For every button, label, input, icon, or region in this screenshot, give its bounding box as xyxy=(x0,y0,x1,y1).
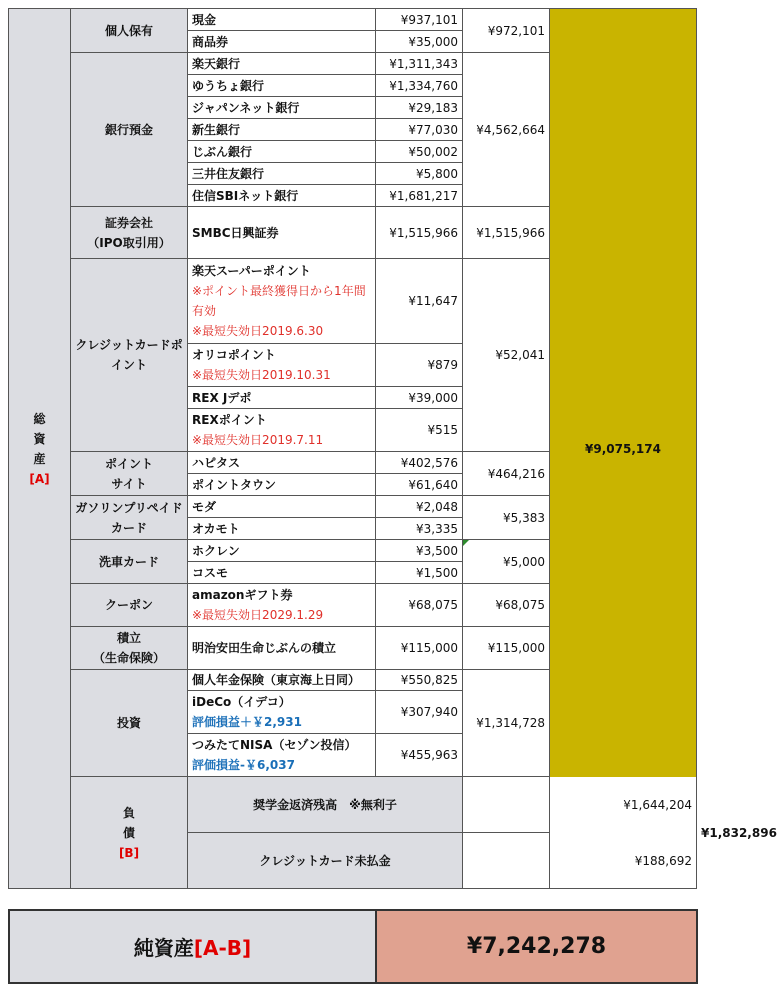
group-label-line: （IPO取引用） xyxy=(87,235,171,250)
group-personal-subtotal: ¥972,101 xyxy=(463,9,550,53)
net-assets-bracket: [A-B] xyxy=(193,936,252,960)
net-assets-label-text: 純資産 xyxy=(133,936,194,960)
group-coupon-label: クーポン xyxy=(71,584,188,627)
subtotal-value: ¥5,000 xyxy=(503,554,545,569)
item-amount: ¥1,681,217 xyxy=(376,185,463,207)
item-name: ホクレン xyxy=(188,540,376,562)
net-assets-table xyxy=(8,909,698,984)
item-amount: ¥61,640 xyxy=(376,474,463,496)
liability-amount: ¥1,644,204 xyxy=(463,777,697,833)
item-name-text: つみたてNISA（セゾン投信） xyxy=(192,738,357,752)
liabilities-header-char: 債 xyxy=(122,825,135,840)
item-name: ゆうちょ銀行 xyxy=(188,75,376,97)
item-valuation: 評価損益-￥6,037 xyxy=(192,758,295,772)
balance-table: 総 資 産 [A] 個人保有 現金 ¥937,101 ¥972,101 ¥9,075,174 商品券 ¥35,000 銀行預金 楽天銀行 ¥1,311,343 ¥4,562,664 ゆうちょ銀行 ¥1,334,760 ジャパンネット銀行 ¥29,183 新生銀行 ¥77,030 じぶん銀行 ¥50,002 三井住友銀行 ¥5,800 住信SBIネット銀行 ¥1,681,217 証券会社 （IPO取引用） SMBC日興証券 ¥1,515,966 ¥1,515,966 クレジットカードポ イント 楽天スーパーポイント ※ポイント最終獲得日から1年間 有効 ※最短失効日2019.6.30 ¥11,647 ¥52,041 オリコポイント ※最短失効日2019.10.31 ¥879 REX Jデポ ¥39,000 REXポイント ※最短失効日2019.7.11 ¥515 ポイント サイト ハピタス ¥402,576 ¥464,216 ポイントタウン ¥61,640 ガソリンプリペイド カード モダ ¥2,048 ¥5,383 オカモト ¥3,335 洗車カード ホクレン ¥3,500 ¥5,000 コスモ ¥1,500 クーポン amazonギフト券 ※最短失効日2029.1.29 ¥68,075 ¥68,075 積立 （生命保険） 明治安田生命じぶんの積立 ¥115,000 ¥115,000 投資 個人年金保険（東京海上日同） ¥550,825 ¥1,314,728 iDeCo（イデコ） 評価損益＋￥2,931 ¥307,940 つみたてNISA（セゾン投信） 評価損益-￥6,037 ¥455,963 負 債 [B] 奨学金返済残高 ※無利子 ¥1,644,204 ¥1,832,896 クレジットカード未払金 ¥188,692 xyxy=(8,8,697,889)
net-assets-label xyxy=(9,910,376,983)
net-assets-value: ¥7,242,278 xyxy=(376,910,697,983)
item-amount: ¥29,183 xyxy=(376,97,463,119)
liabilities-header xyxy=(71,777,188,889)
group-label-line: （生命保険） xyxy=(92,651,165,665)
item-amount: ¥402,576 xyxy=(376,452,463,474)
item-note: ※最短失効日2019.7.11 xyxy=(192,433,324,447)
item-amount: ¥1,311,343 xyxy=(376,53,463,75)
assets-total: ¥9,075,174 xyxy=(550,9,697,889)
item-note: ※最短失効日2019.6.30 xyxy=(192,324,324,338)
item-name: SMBC日興証券 xyxy=(188,207,376,259)
group-investment-label: 投資 xyxy=(71,670,188,777)
liabilities-header-bracket: [B] xyxy=(118,845,140,860)
group-label-line: 積立 xyxy=(116,631,141,645)
item-amount: ¥35,000 xyxy=(376,31,463,53)
item-amount: ¥1,500 xyxy=(376,562,463,584)
item-name: 三井住友銀行 xyxy=(188,163,376,185)
group-gas-prepaid-subtotal: ¥5,383 xyxy=(463,496,550,540)
group-point-sites-label xyxy=(71,452,188,496)
liabilities-header-char: 負 xyxy=(122,805,135,820)
item-name-text: オリコポイント xyxy=(192,348,276,362)
group-label-line: ポイント xyxy=(104,456,153,471)
group-car-wash-subtotal xyxy=(463,540,550,584)
group-label-line: クレジットカードポ xyxy=(75,338,183,352)
item-name-text: amazonギフト券 xyxy=(192,588,293,602)
item-name: ポイントタウン xyxy=(188,474,376,496)
item-name xyxy=(188,259,376,344)
assets-header xyxy=(9,9,71,889)
group-label-line: カード xyxy=(110,520,147,535)
item-amount: ¥39,000 xyxy=(376,387,463,409)
item-amount: ¥307,940 xyxy=(376,691,463,734)
item-amount: ¥5,800 xyxy=(376,163,463,185)
item-name: ジャパンネット銀行 xyxy=(188,97,376,119)
group-credit-points-subtotal: ¥52,041 xyxy=(463,259,550,452)
group-label-line: イント xyxy=(110,358,147,372)
group-securities-label xyxy=(71,207,188,259)
assets-header-char: 産 xyxy=(33,451,46,466)
assets-header-char: 総 xyxy=(33,411,46,426)
item-amount: ¥937,101 xyxy=(376,9,463,31)
group-car-wash-label: 洗車カード xyxy=(71,540,188,584)
group-credit-points-label xyxy=(71,259,188,452)
liability-name: 奨学金返済残高 ※無利子 xyxy=(188,777,463,833)
item-name: 現金 xyxy=(188,9,376,31)
item-name xyxy=(188,344,376,387)
item-name: 楽天銀行 xyxy=(188,53,376,75)
item-amount: ¥68,075 xyxy=(376,584,463,627)
group-coupon-subtotal: ¥68,075 xyxy=(463,584,550,627)
item-amount: ¥1,334,760 xyxy=(376,75,463,97)
liability-amount: ¥188,692 xyxy=(463,833,697,889)
item-name xyxy=(188,734,376,777)
group-personal-label: 個人保有 xyxy=(71,9,188,53)
item-name: REX Jデポ xyxy=(188,387,376,409)
liability-name: クレジットカード未払金 xyxy=(188,833,463,889)
group-label-line: 証券会社 xyxy=(104,215,153,230)
group-securities-subtotal: ¥1,515,966 xyxy=(463,207,550,259)
item-name: 個人年金保険（東京海上日同） xyxy=(188,670,376,691)
item-name: 住信SBIネット銀行 xyxy=(188,185,376,207)
group-investment-subtotal: ¥1,314,728 xyxy=(463,670,550,777)
item-name xyxy=(188,691,376,734)
group-gas-prepaid-label xyxy=(71,496,188,540)
item-amount: ¥2,048 xyxy=(376,496,463,518)
item-name: オカモト xyxy=(188,518,376,540)
item-note: ※最短失効日2029.1.29 xyxy=(192,608,324,622)
group-bank-subtotal: ¥4,562,664 xyxy=(463,53,550,207)
group-savings-subtotal: ¥115,000 xyxy=(463,627,550,670)
assets-header-bracket: [A] xyxy=(29,471,50,486)
item-name: じぶん銀行 xyxy=(188,141,376,163)
group-point-sites-subtotal: ¥464,216 xyxy=(463,452,550,496)
item-amount: ¥1,515,966 xyxy=(376,207,463,259)
item-amount: ¥50,002 xyxy=(376,141,463,163)
assets-header-char: 資 xyxy=(33,431,46,446)
item-amount: ¥11,647 xyxy=(376,259,463,344)
group-savings-label xyxy=(71,627,188,670)
item-name: ハピタス xyxy=(188,452,376,474)
item-name-text: REXポイント xyxy=(192,413,267,427)
item-name: コスモ xyxy=(188,562,376,584)
item-name: 新生銀行 xyxy=(188,119,376,141)
item-name xyxy=(188,584,376,627)
item-amount: ¥77,030 xyxy=(376,119,463,141)
group-bank-label: 銀行預金 xyxy=(71,53,188,207)
item-amount: ¥3,500 xyxy=(376,540,463,562)
item-name: モダ xyxy=(188,496,376,518)
item-amount: ¥455,963 xyxy=(376,734,463,777)
item-amount: ¥3,335 xyxy=(376,518,463,540)
group-label-line: サイト xyxy=(111,476,147,491)
item-name: 商品券 xyxy=(188,31,376,53)
item-name-text: iDeCo（イデコ） xyxy=(192,695,291,709)
item-amount: ¥879 xyxy=(376,344,463,387)
item-note: 有効 xyxy=(192,304,217,318)
item-name xyxy=(188,409,376,452)
item-name: 明治安田生命じぶんの積立 xyxy=(188,627,376,670)
item-amount: ¥115,000 xyxy=(376,627,463,670)
comment-marker-icon xyxy=(463,540,469,546)
item-amount: ¥550,825 xyxy=(376,670,463,691)
group-label-line: ガソリンプリペイド xyxy=(75,500,183,515)
item-note: ※最短失効日2019.10.31 xyxy=(192,368,331,382)
item-valuation: 評価損益＋￥2,931 xyxy=(192,715,302,729)
item-amount: ¥515 xyxy=(376,409,463,452)
item-name-text: 楽天スーパーポイント xyxy=(192,264,311,278)
item-note: ※ポイント最終獲得日から1年間 xyxy=(192,284,366,298)
